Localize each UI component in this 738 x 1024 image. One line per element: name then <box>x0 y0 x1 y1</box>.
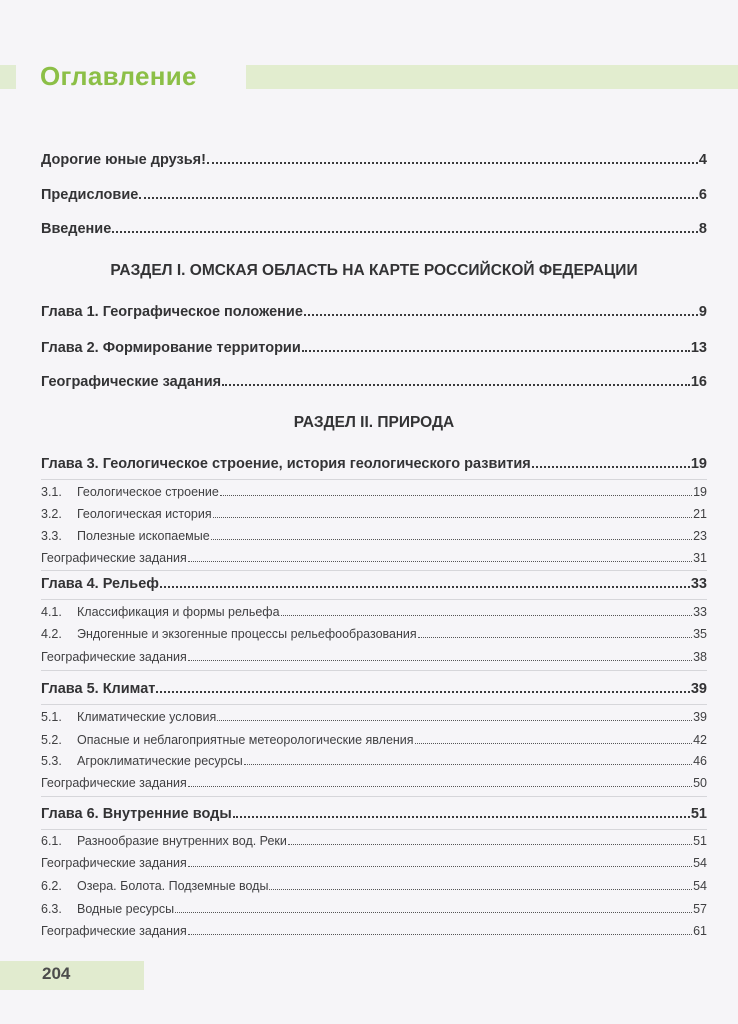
entry-page: 33 <box>690 576 707 592</box>
page-title: Оглавление <box>40 61 197 91</box>
toc-entry[interactable] <box>41 221 707 237</box>
entry-title: Разнообразие внутренних вод. Реки <box>77 834 287 848</box>
toc-subentry[interactable] <box>41 529 707 543</box>
entry-title: Геологическая история <box>77 507 212 521</box>
toc-subentry[interactable] <box>41 710 707 724</box>
entry-number: 6.3. <box>41 902 62 916</box>
toc-chapter[interactable] <box>41 576 707 592</box>
entry-label: Географические задания <box>41 374 222 390</box>
entry-label: Географические задания <box>41 650 187 664</box>
entry-page: 21 <box>693 507 707 521</box>
dot-leader <box>188 866 692 867</box>
entry-page: 19 <box>690 456 707 472</box>
dot-leader <box>211 539 692 540</box>
dot-leader <box>207 162 698 164</box>
toc-entry[interactable] <box>41 340 707 356</box>
entry-title: Водные ресурсы <box>77 902 175 916</box>
toc-entry[interactable] <box>41 374 707 390</box>
dot-leader <box>139 197 698 199</box>
section-heading: РАЗДЕЛ II. ПРИРОДА <box>293 414 455 431</box>
section-heading: РАЗДЕЛ I. ОМСКАЯ ОБЛАСТЬ НА КАРТЕ РОССИЙСКОЙ ФЕДЕРАЦИИ <box>110 262 638 279</box>
entry-title: Эндогенные и экзогенные процессы рельефообразования <box>77 627 417 641</box>
toc-subentry[interactable] <box>41 551 707 565</box>
entry-title: Агроклиматические ресурсы <box>77 754 243 768</box>
entry-page: 39 <box>690 681 707 697</box>
entry-title: Полезные ископаемые <box>77 529 210 543</box>
toc-subentry[interactable] <box>41 507 707 521</box>
entry-label: Географические задания <box>41 924 187 938</box>
dot-leader <box>188 934 692 935</box>
entry-page: 51 <box>690 806 707 822</box>
entry-label: Глава 3. Геологическое строение, история геологического развития <box>41 456 531 472</box>
entry-page: 23 <box>693 529 707 543</box>
divider <box>41 670 707 671</box>
entry-label <box>41 485 219 499</box>
dot-leader <box>415 743 693 744</box>
dot-leader <box>213 517 692 518</box>
toc-entry[interactable] <box>41 187 707 203</box>
dot-leader <box>156 691 689 693</box>
entry-number: 5.2. <box>41 733 62 747</box>
entry-title: Геологическое строение <box>77 485 219 499</box>
entry-page: 50 <box>693 776 707 790</box>
entry-page: 33 <box>693 605 707 619</box>
entry-page: 61 <box>693 924 707 938</box>
entry-page: 51 <box>693 834 707 848</box>
toc-entry[interactable] <box>41 304 707 320</box>
toc-subentry[interactable] <box>41 924 707 938</box>
entry-page: 19 <box>693 485 707 499</box>
dot-leader <box>532 466 690 468</box>
entry-number: 5.1. <box>41 710 62 724</box>
divider <box>41 570 707 571</box>
entry-label: Глава 5. Климат <box>41 681 156 697</box>
dot-leader <box>220 495 692 496</box>
toc-entry[interactable] <box>41 152 707 168</box>
entry-title: Классификация и формы рельефа <box>77 605 280 619</box>
entry-label: Географические задания <box>41 776 187 790</box>
entry-label: Географические задания <box>41 856 187 870</box>
entry-label <box>41 879 268 893</box>
entry-label <box>41 710 216 724</box>
toc-subentry[interactable] <box>41 776 707 790</box>
dot-leader <box>160 586 690 588</box>
entry-number: 5.3. <box>41 754 62 768</box>
entry-label <box>41 507 212 521</box>
dot-leader <box>281 615 693 616</box>
dot-leader <box>112 231 698 233</box>
page-number: 204 <box>42 964 71 983</box>
dot-leader <box>188 786 692 787</box>
entry-label: Предисловие <box>41 187 139 203</box>
entry-label <box>41 754 243 768</box>
entry-label <box>41 733 414 747</box>
entry-label: Введение <box>41 221 112 237</box>
entry-label: Глава 2. Формирование территории <box>41 340 301 356</box>
dot-leader <box>304 314 698 316</box>
entry-page: 46 <box>693 754 707 768</box>
toc-subentry[interactable] <box>41 902 707 916</box>
entry-page: 13 <box>690 340 707 356</box>
dot-leader <box>418 637 692 638</box>
toc-chapter[interactable] <box>41 681 707 697</box>
dot-leader <box>188 660 692 661</box>
dot-leader <box>217 720 692 721</box>
entry-page: 54 <box>693 879 707 893</box>
entry-title: Опасные и неблагоприятные метеорологические явления <box>77 733 414 747</box>
entry-number: 4.1. <box>41 605 62 619</box>
entry-label: Глава 1. Географическое положение <box>41 304 303 320</box>
toc-chapter[interactable] <box>41 456 707 472</box>
dot-leader <box>188 561 692 562</box>
entry-page: 38 <box>693 650 707 664</box>
entry-label: Дорогие юные друзья! <box>41 152 206 168</box>
entry-number: 3.2. <box>41 507 62 521</box>
toc-subentry[interactable] <box>41 485 707 499</box>
divider <box>41 796 707 797</box>
header-band-left <box>0 65 16 89</box>
entry-label: Географические задания <box>41 551 187 565</box>
dot-leader <box>302 350 690 352</box>
entry-page: 8 <box>698 221 707 237</box>
entry-number: 3.1. <box>41 485 62 499</box>
entry-number: 4.2. <box>41 627 62 641</box>
dot-leader <box>269 889 692 890</box>
entry-page: 57 <box>693 902 707 916</box>
toc-subentry[interactable] <box>41 733 707 747</box>
toc-subentry[interactable] <box>41 627 707 641</box>
entry-number: 6.2. <box>41 879 62 893</box>
entry-label <box>41 834 287 848</box>
toc-subentry[interactable] <box>41 856 707 870</box>
toc-subentry[interactable] <box>41 650 707 664</box>
toc-chapter[interactable] <box>41 806 707 822</box>
entry-label: Глава 4. Рельеф <box>41 576 159 592</box>
divider <box>41 829 707 830</box>
entry-title: Климатические условия <box>77 710 217 724</box>
entry-page: 54 <box>693 856 707 870</box>
divider <box>41 704 707 705</box>
entry-page: 35 <box>693 627 707 641</box>
toc-subentry[interactable] <box>41 879 707 893</box>
header-band-right <box>246 65 738 89</box>
toc-subentry[interactable] <box>41 605 707 619</box>
entry-number: 6.1. <box>41 834 62 848</box>
dot-leader <box>175 912 692 913</box>
entry-page: 6 <box>698 187 707 203</box>
entry-label <box>41 605 280 619</box>
divider <box>41 479 707 480</box>
entry-number: 3.3. <box>41 529 62 543</box>
entry-page: 16 <box>690 374 707 390</box>
dot-leader <box>222 384 690 386</box>
dot-leader <box>244 764 692 765</box>
entry-title: Озера. Болота. Подземные воды <box>77 879 269 893</box>
entry-page: 9 <box>698 304 707 320</box>
entry-label <box>41 627 417 641</box>
entry-label <box>41 902 174 916</box>
dot-leader <box>288 844 692 845</box>
entry-page: 31 <box>693 551 707 565</box>
entry-label <box>41 529 210 543</box>
entry-label: Глава 6. Внутренние воды <box>41 806 232 822</box>
divider <box>41 599 707 600</box>
dot-leader <box>233 816 690 818</box>
page-number-band <box>0 961 144 990</box>
entry-page: 39 <box>693 710 707 724</box>
toc-subentry[interactable] <box>41 754 707 768</box>
entry-page: 42 <box>693 733 707 747</box>
toc-subentry[interactable] <box>41 834 707 848</box>
entry-page: 4 <box>698 152 707 168</box>
